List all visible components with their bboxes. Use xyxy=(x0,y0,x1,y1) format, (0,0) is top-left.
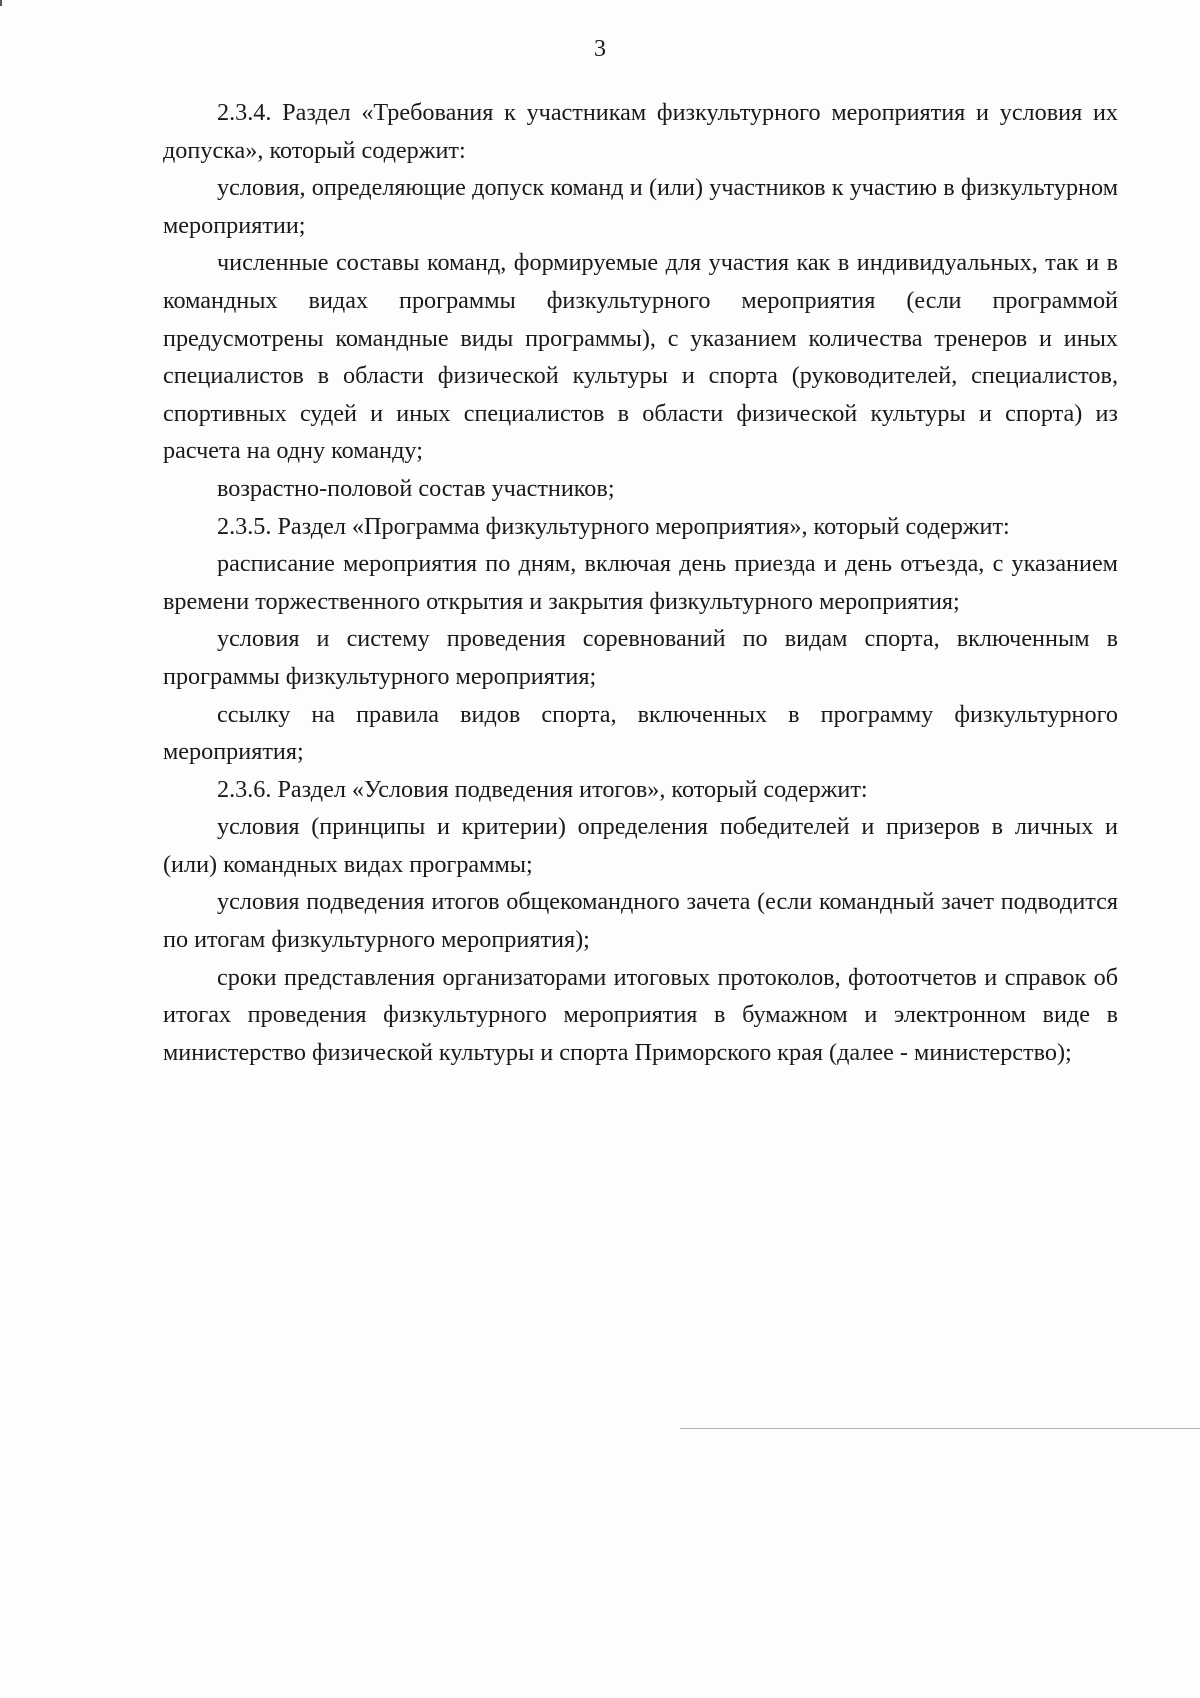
paragraph-section-2-3-4: 2.3.4. Раздел «Требования к участникам физкультурного мероприятия и условия их допуска», который содержит: xyxy=(163,99,1118,164)
paragraph-team-standings: условия подведения итогов общекомандного зачета (если командный зачет подводится по итогам физкультурного мероприятия); xyxy=(163,888,1118,954)
scan-divider-line xyxy=(680,1428,1200,1429)
document-body xyxy=(163,94,1118,1071)
paragraph-reporting-deadlines: сроки представления организаторами итоговых протоколов, фотоотчетов и справок об итогах проведения физкультурного мероприятия в бумажном и электронном виде в министерство физической культуры и спорта Приморского края (далее - министерство); xyxy=(163,963,1118,1066)
paragraph-section-2-3-5: 2.3.5. Раздел «Программа физкультурного мероприятия», который содержит: xyxy=(217,512,1010,540)
paragraph-section-2-3-6: 2.3.6. Раздел «Условия подведения итогов», который содержит: xyxy=(217,775,868,803)
paragraph-admission-conditions: условия, определяющие допуск команд и (или) участников к участию в физкультурном мероприятии; xyxy=(163,174,1118,239)
paragraph-schedule: расписание мероприятия по дням, включая день приезда и день отъезда, с указанием времени торжественного открытия и закрытия физкультурного мероприятия; xyxy=(163,550,1118,615)
paragraph-team-composition: численные составы команд, формируемые для участия как в индивидуальных, так и в командных видах программы физкультурного мероприятия (если программой предусмотрены командные виды программы), с указанием количества тренеров и иных специалистов в области физической культуры и спорта (руководителей, специалистов, спортивных судей и иных специалистов в области физической культуры и спорта) из расчета на одну команду; xyxy=(163,249,1118,465)
scan-artifact xyxy=(0,0,2,6)
page-number: 3 xyxy=(594,36,606,62)
paragraph-winner-criteria: условия (принципы и критерии) определения победителей и призеров в личных и (или) командных видах программы; xyxy=(163,813,1118,878)
paragraph-rules-reference: ссылку на правила видов спорта, включенных в программу физкультурного мероприятия; xyxy=(163,700,1118,766)
paragraph-competition-system: условия и систему проведения соревнований по видам спорта, включенным в программы физкультурного мероприятия; xyxy=(163,625,1118,690)
paragraph-age-gender: возрастно-половой состав участников; xyxy=(217,474,615,502)
